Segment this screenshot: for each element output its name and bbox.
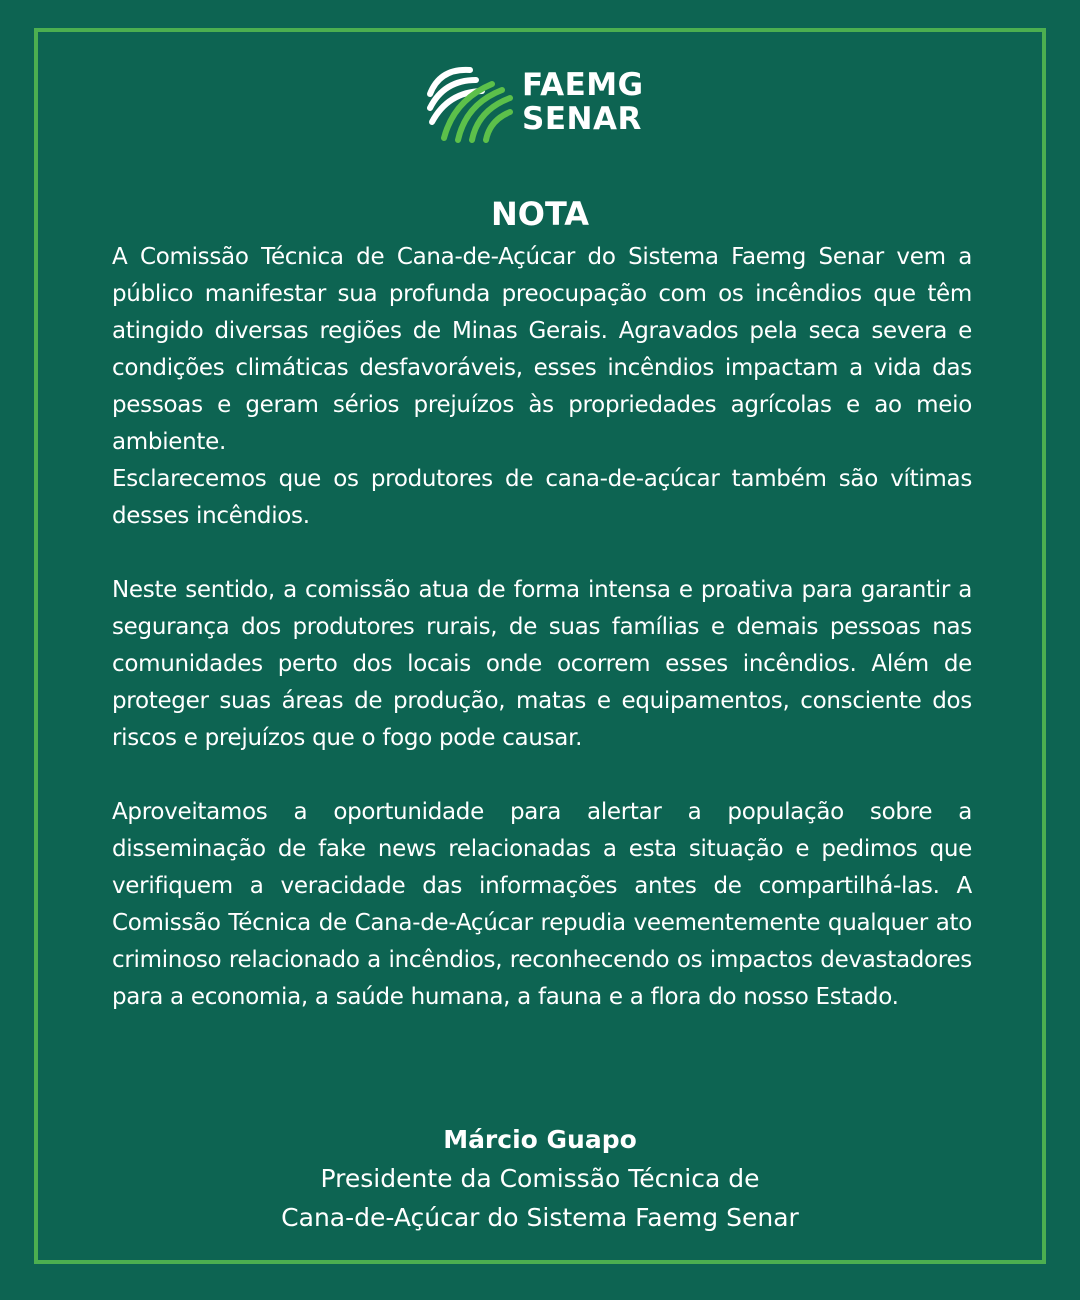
paragraph-3: Neste sentido, a comissão atua de forma intensa e proativa para garantir a segurança dos produtores rurais, de suas famílias e demais pessoas nas comunidades perto dos locais onde ocorrem esses incêndios. Além de proteger suas áreas de produção, matas e equipamentos, consciente dos riscos e prejuízos que o fogo pode causar. <box>112 577 972 751</box>
logo-line-faemg: FAEMG <box>522 67 644 103</box>
paragraph-4: Aproveitamos a oportunidade para alertar a população sobre a disseminação de fake news relacionadas a esta situação e pedimos que verifiquem a veracidade das informações antes de compartilhá-las. A Comissão Técnica de Cana-de-Açúcar repudia veementemente qualquer ato criminoso relacionado a incêndios, reconhecendo os impactos devastadores para a economia, a saúde humana, a fauna e a flora do nosso Estado. <box>112 799 972 1010</box>
faemg-senar-emblem-icon <box>426 64 516 144</box>
note-body <box>112 239 972 1016</box>
paragraph-1: A Comissão Técnica de Cana-de-Açúcar do Sistema Faemg Senar vem a público manifestar sua profunda preocupação com os incêndios que têm atingido diversas regiões de Minas Gerais. Agravados pela seca severa e condições climáticas desfavoráveis, esses incêndios impactam a vida das pessoas e geram sérios prejuízos às propriedades agrícolas e ao meio ambiente. <box>112 244 972 455</box>
logo-line-senar: SENAR <box>522 101 642 137</box>
signature-role-line-1: Presidente da Comissão Técnica de <box>320 1164 760 1193</box>
logo-wordmark <box>522 68 644 136</box>
signature-name: Márcio Guapo <box>443 1125 637 1154</box>
paragraph-2: Esclarecemos que os produtores de cana-de-açúcar também são vítimas desses incêndios. <box>112 466 972 529</box>
signature-role-line-2: Cana-de-Açúcar do Sistema Faemg Senar <box>281 1203 799 1232</box>
faemg-senar-logo <box>426 64 646 144</box>
page-title: NOTA <box>490 195 590 233</box>
signature-block <box>0 1120 1080 1237</box>
